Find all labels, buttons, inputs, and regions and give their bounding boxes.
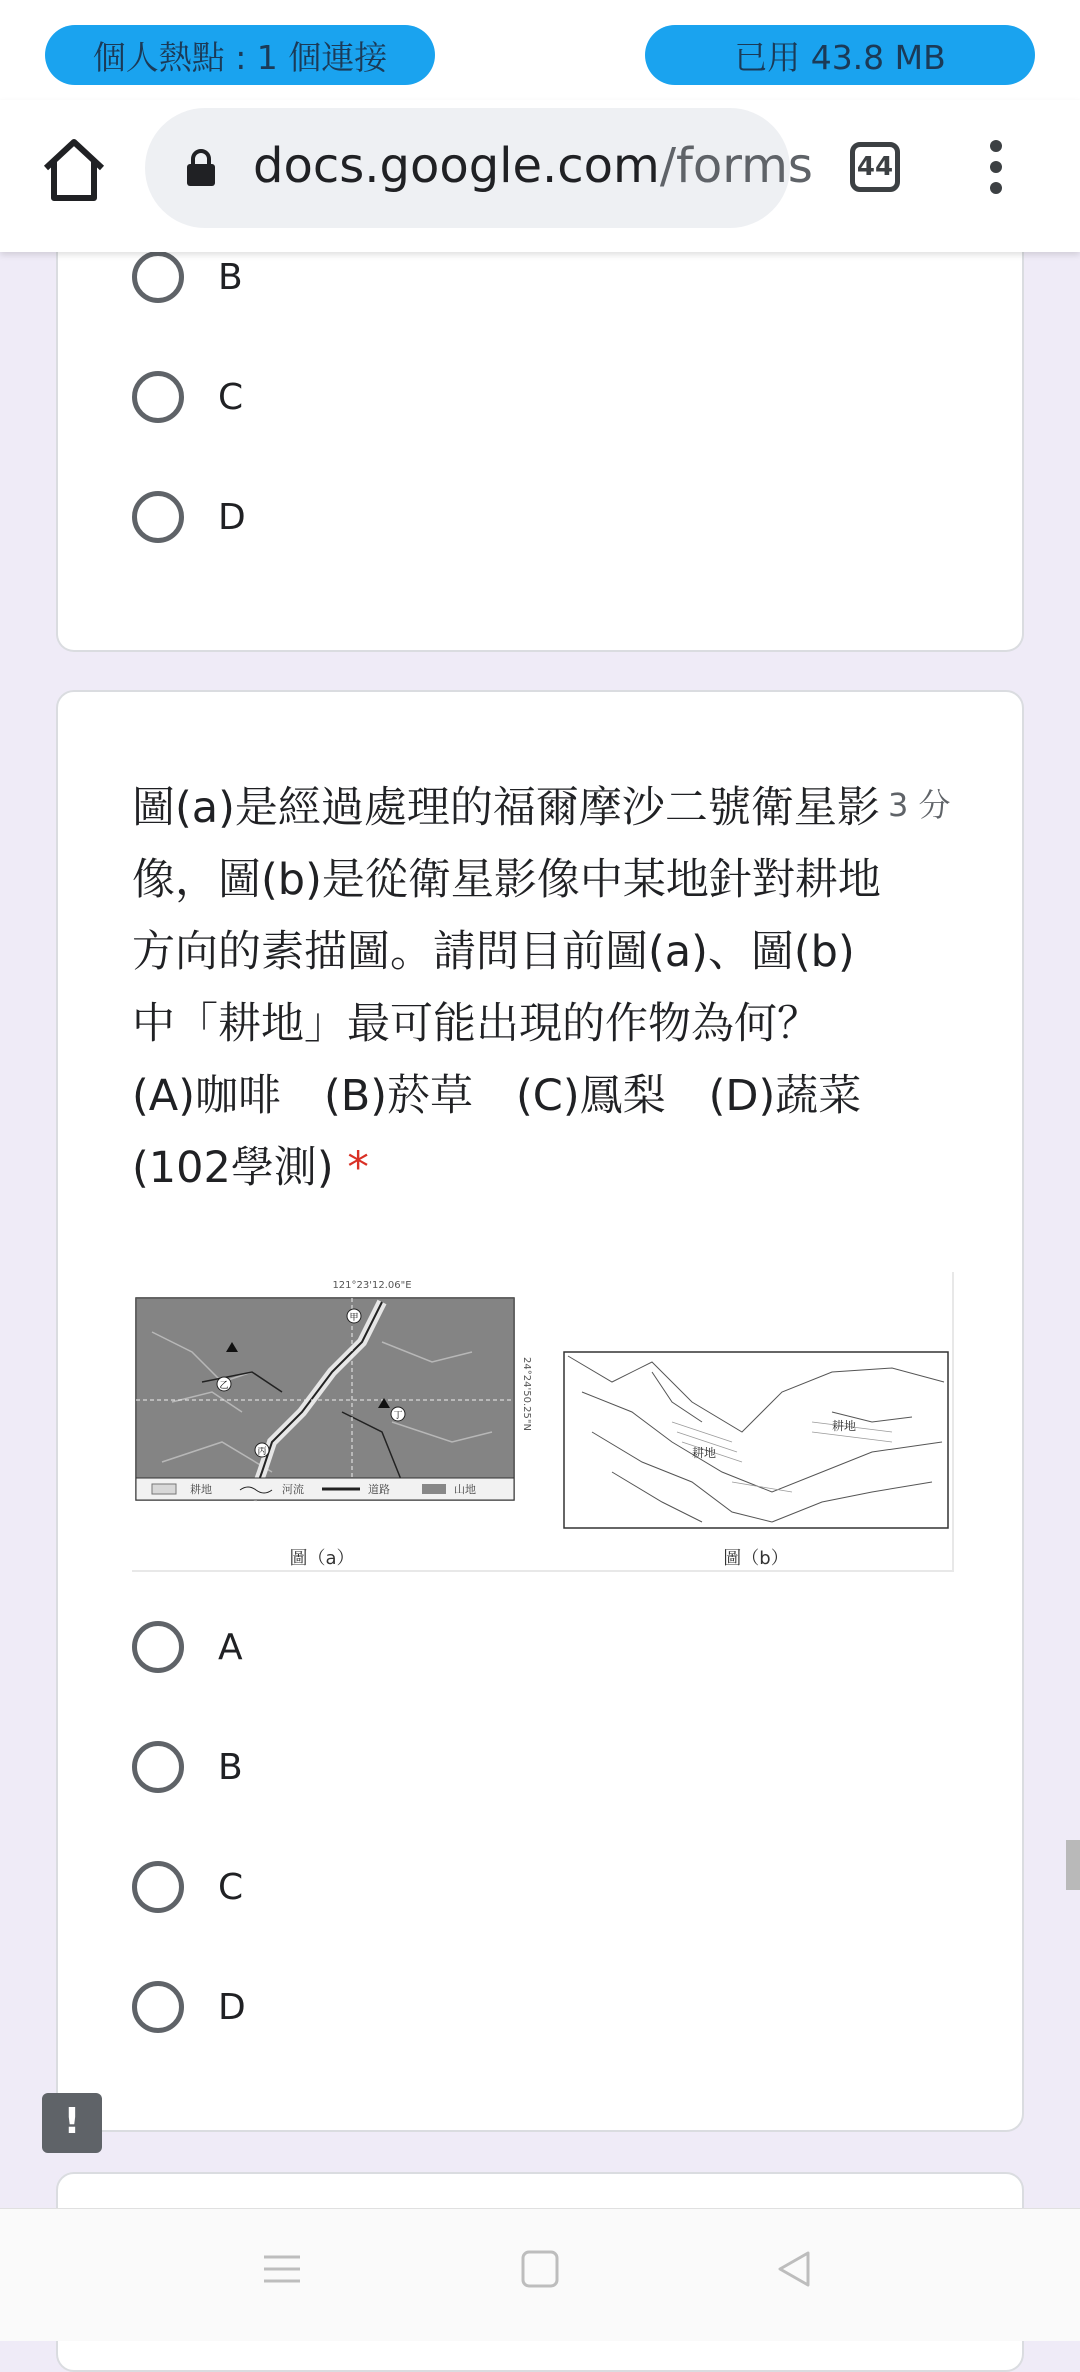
option-c[interactable] (132, 362, 243, 432)
radio-button[interactable] (132, 251, 184, 303)
sketch-label: 耕地 (692, 1446, 717, 1460)
scrollbar-thumb[interactable] (1066, 1840, 1080, 1890)
home-icon[interactable] (40, 136, 108, 204)
feedback-icon[interactable]: ! (42, 2093, 102, 2153)
points-label: 3 分 (888, 786, 951, 824)
system-nav-bar (0, 2208, 1080, 2341)
legend-label: 山地 (454, 1483, 476, 1496)
marker-label: 丙 (257, 1447, 267, 1457)
option-c[interactable] (132, 1852, 243, 1922)
caption-a: 圖（a） (289, 1548, 355, 1569)
more-vert-icon[interactable] (986, 140, 1006, 198)
previous-question-card (56, 200, 1024, 652)
marker-label: 乙 (219, 1381, 229, 1391)
legend-label: 道路 (368, 1483, 390, 1496)
radio-button[interactable] (132, 1621, 184, 1673)
lock-icon (185, 148, 217, 188)
question-title (132, 772, 892, 1204)
option-label: B (218, 256, 243, 298)
coord-side-label: 24°24'50.25"N (521, 1357, 532, 1431)
url-domain: docs.google.com (253, 138, 660, 194)
url-path: /forms (659, 138, 813, 194)
question-card (56, 690, 1024, 2132)
option-label: D (218, 496, 246, 538)
data-usage-pill: 已用 43.8 MB (645, 25, 1035, 85)
nav-menu-icon[interactable] (262, 2249, 302, 2289)
address-bar[interactable] (145, 108, 813, 228)
option-label: B (218, 1746, 243, 1788)
legend-label: 耕地 (190, 1483, 212, 1496)
hotspot-status-pill: 個人熱點 : 1 個連接 (45, 25, 435, 85)
tabs-icon[interactable]: 44 (850, 142, 900, 192)
question-text: 圖(a)是經過處理的福爾摩沙二號衛星影像，圖(b)是從衛星影像中某地針對耕地方向的素描圖。請問目前圖(a)、圖(b)中「耕地」最可能出現的作物為何？ (A)咖啡 (B)菸草 (C)鳳梨 (D)蔬菜 (102學測) (132, 783, 881, 1193)
radio-button[interactable] (132, 371, 184, 423)
legend-label: 河流 (282, 1483, 304, 1496)
required-asterisk: * (347, 1143, 369, 1193)
marker-label: 甲 (349, 1313, 359, 1323)
marker-label: 丁 (393, 1411, 403, 1421)
option-label: D (218, 1986, 246, 2028)
sketch-label: 耕地 (832, 1419, 857, 1433)
radio-button[interactable] (132, 1981, 184, 2033)
question-figure (132, 1272, 954, 1572)
option-d[interactable] (132, 482, 246, 552)
caption-b: 圖（b） (723, 1548, 789, 1569)
option-label: C (218, 1866, 244, 1908)
coord-top-label: 121°23'12.06"E (332, 1280, 412, 1291)
radio-button[interactable] (132, 1861, 184, 1913)
nav-back-icon[interactable] (774, 2249, 814, 2289)
status-bar (0, 0, 1080, 100)
option-a[interactable] (132, 1612, 243, 1682)
option-label: C (218, 376, 244, 418)
radio-button[interactable] (132, 491, 184, 543)
option-b[interactable] (132, 242, 243, 312)
option-d[interactable] (132, 1972, 246, 2042)
url-text (253, 138, 813, 194)
option-b[interactable] (132, 1732, 243, 1802)
radio-button[interactable] (132, 1741, 184, 1793)
nav-home-icon[interactable] (520, 2249, 560, 2289)
browser-toolbar (0, 100, 1080, 252)
option-label: A (218, 1626, 243, 1668)
